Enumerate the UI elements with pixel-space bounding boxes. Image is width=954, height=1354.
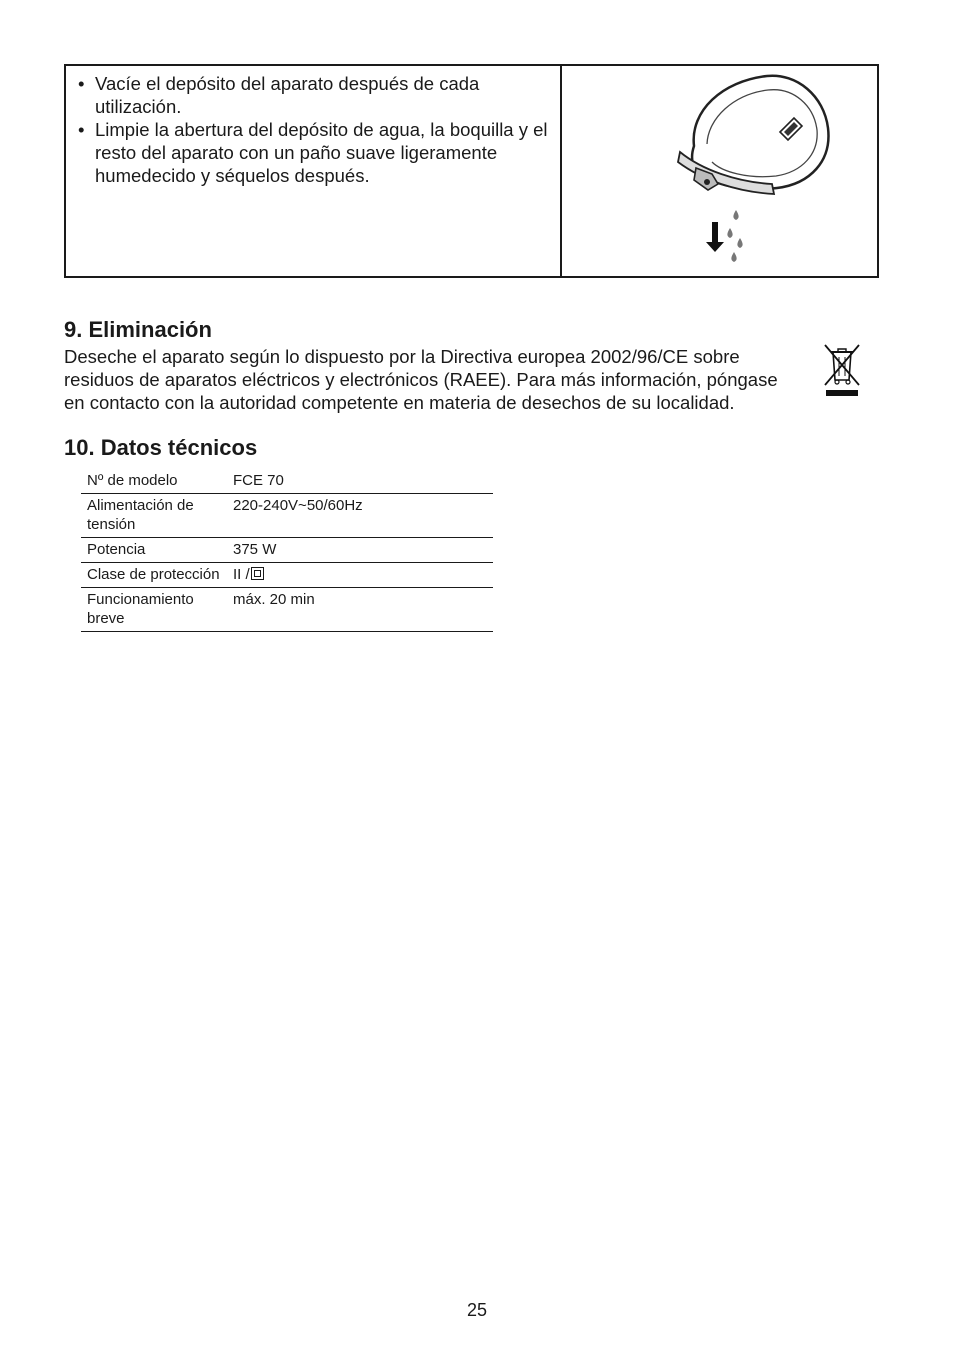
water-tank-drain-icon (562, 66, 875, 276)
spec-value-cell (227, 563, 493, 588)
table-row (81, 469, 493, 494)
table-row (81, 538, 493, 563)
spec-label: Funcionamiento breve (81, 588, 227, 632)
double-insulation-icon (251, 567, 264, 580)
spec-label: Alimentación de tensión (81, 494, 227, 538)
spec-label: Clase de protección (81, 563, 227, 588)
table-row (81, 494, 493, 538)
spec-value: 375 W (227, 538, 493, 563)
spec-label: Nº de modelo (81, 469, 227, 494)
spec-value: II / (233, 566, 250, 583)
care-bullet-empty-tank: • Vacíe el depósito del aparato después de cada utilización. (78, 72, 548, 118)
crossed-out-wheelie-bin-icon (820, 342, 864, 398)
disposal-text: Deseche el aparato según lo dispuesto por la Directiva europea 2002/96/CE sobre residuos de aparatos eléctricos y electrónicos (RAEE). Para más información, póngase en contacto con la autoridad competente en materia de desechos de su localidad. (64, 346, 778, 413)
specs-table (81, 469, 493, 632)
table-row (81, 588, 493, 632)
section-title-specs: 10. Datos técnicos (64, 435, 258, 460)
care-instructions-box (64, 64, 879, 278)
care-instructions-text (66, 66, 562, 276)
spec-value: 220-240V~50/60Hz (227, 494, 493, 538)
page-number: 25 (466, 1300, 488, 1320)
table-row (81, 563, 493, 588)
spec-label: Potencia (81, 538, 227, 563)
spec-value: FCE 70 (227, 469, 493, 494)
spec-value: máx. 20 min (227, 588, 493, 632)
care-bullet-clean: • Limpie la abertura del depósito de agua, la boquilla y el resto del aparato con un paño suave ligeramente humedecido y séquelos después. (78, 118, 548, 187)
tank-emptying-illustration (562, 66, 877, 276)
section-title-disposal: 9. Eliminación (64, 317, 212, 342)
